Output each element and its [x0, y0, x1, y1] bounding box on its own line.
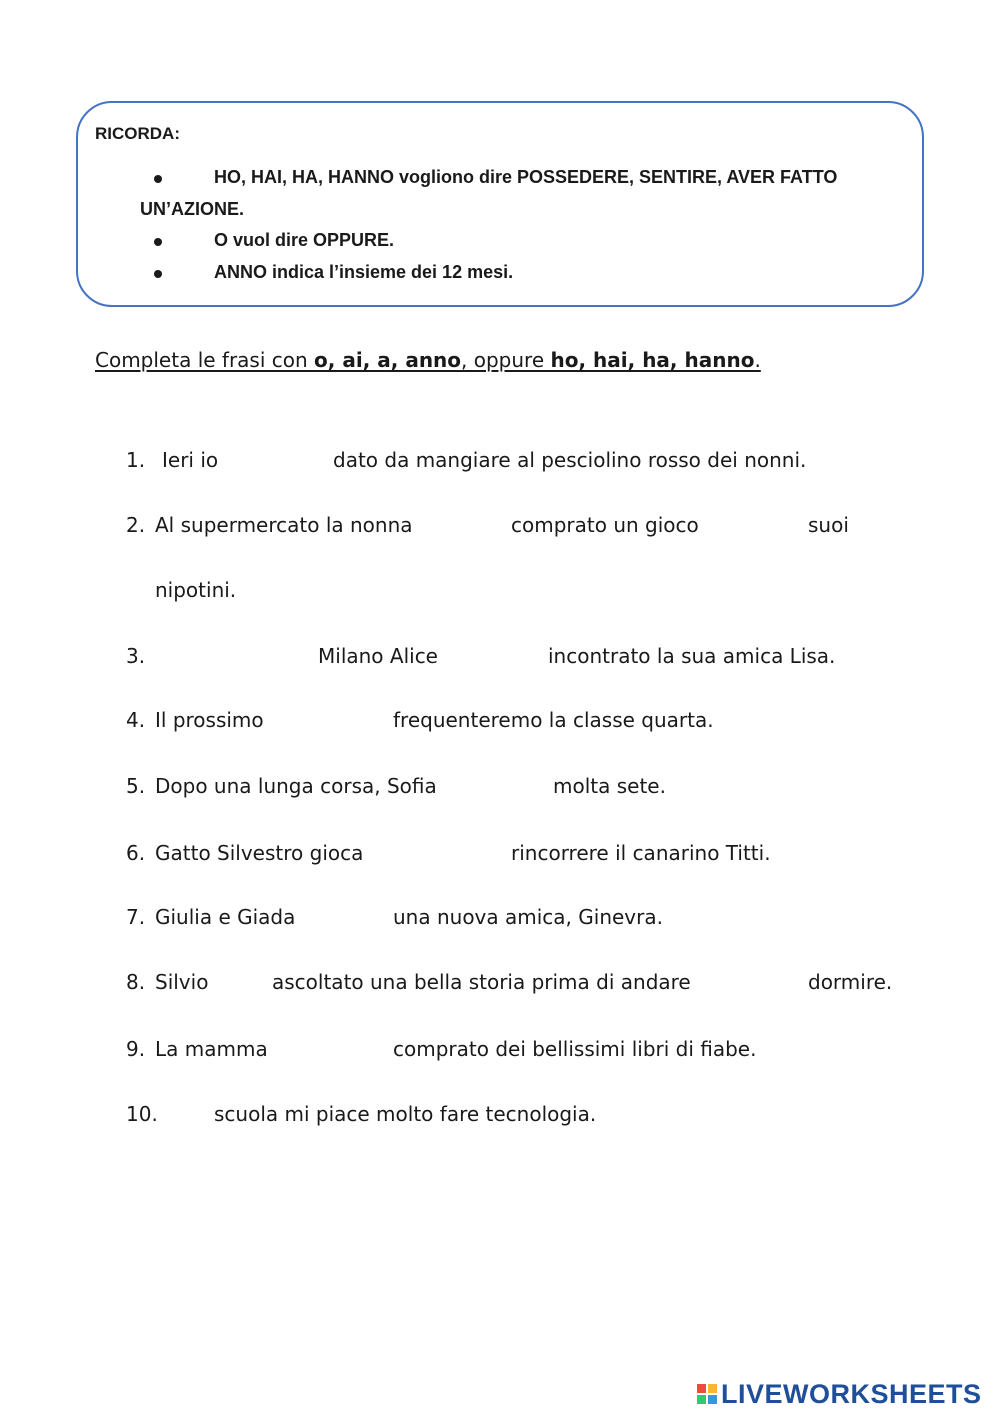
answer-blank[interactable]	[155, 642, 311, 672]
exercise-text: Giulia e Giada	[155, 905, 296, 929]
exercise-text: Silvio	[155, 970, 209, 994]
reminder-bullet-1-cont: UN’AZIONE.	[140, 199, 245, 219]
answer-blank[interactable]	[218, 968, 266, 998]
exercise-text: Gatto Silvestro gioca	[155, 841, 364, 865]
exercise-number: 4.	[126, 708, 146, 732]
exercise-text: dormire.	[808, 970, 893, 994]
logo-mark-icon	[697, 1384, 717, 1404]
exercise-number: 8.	[126, 970, 146, 994]
exercise-text: Milano Alice	[318, 644, 438, 668]
bullet-dot	[154, 175, 162, 183]
exercise-text: nipotini.	[155, 578, 237, 602]
exercise-number: 2.	[126, 513, 146, 537]
exercise-number: 7.	[126, 905, 146, 929]
exercise-number: 1.	[126, 448, 146, 472]
answer-blank[interactable]	[436, 511, 504, 541]
answer-blank[interactable]	[394, 839, 504, 869]
exercise-text: dato da mangiare al pesciolino rosso dei nonni.	[333, 448, 807, 472]
answer-blank[interactable]	[284, 706, 386, 736]
exercise-number: 3.	[126, 644, 146, 668]
exercise-text: Il prossimo	[155, 708, 264, 732]
exercise-text: una nuova amica, Ginevra.	[393, 905, 663, 929]
exercise-text: Al supermercato la nonna	[155, 513, 413, 537]
exercise-number: 6.	[126, 841, 146, 865]
answer-blank[interactable]	[272, 1035, 386, 1065]
exercise-text: rincorrere il canarino Titti.	[511, 841, 771, 865]
bullet-dot	[154, 238, 162, 246]
exercise-text: ascoltato una bella storia prima di andare	[272, 970, 691, 994]
exercise-text: comprato un gioco	[511, 513, 699, 537]
liveworksheets-logo	[697, 1377, 982, 1411]
exercise-text: La mamma	[155, 1037, 268, 1061]
exercise-text: Dopo una lunga corsa, Sofia	[155, 774, 437, 798]
exercise-text: suoi	[808, 513, 849, 537]
answer-blank[interactable]	[456, 642, 542, 672]
exercise-number: 10.	[126, 1102, 158, 1126]
answer-blank[interactable]	[712, 511, 802, 541]
exercise-text: comprato dei bellissimi libri di fiabe.	[393, 1037, 757, 1061]
reminder-bullet-1: HO, HAI, HA, HANNO vogliono dire POSSEDERE, SENTIRE, AVER FATTO	[214, 167, 838, 187]
answer-blank[interactable]	[238, 446, 326, 476]
exercise-text: frequenteremo la classe quarta.	[393, 708, 714, 732]
answer-blank[interactable]	[310, 903, 386, 933]
exercise-number: 5.	[126, 774, 146, 798]
reminder-bullet-2: O vuol dire OPPURE.	[214, 230, 395, 250]
exercise-text: molta sete.	[553, 774, 666, 798]
exercise-text: Ieri io	[162, 448, 219, 472]
instruction: Completa le frasi con o, ai, a, anno, oppure ho, hai, ha, hanno.	[95, 348, 761, 372]
answer-blank[interactable]	[460, 772, 546, 802]
bullet-dot	[154, 270, 162, 278]
reminder-bullet-3: ANNO indica l’insieme dei 12 mesi.	[214, 262, 514, 282]
answer-blank[interactable]	[162, 1100, 208, 1130]
reminder-title: RICORDA:	[95, 124, 180, 143]
exercise-text: incontrato la sua amica Lisa.	[548, 644, 836, 668]
logo-text: LIVEWORKSHEETS	[721, 1378, 982, 1409]
exercise-text: scuola mi piace molto fare tecnologia.	[214, 1102, 597, 1126]
answer-blank[interactable]	[730, 968, 802, 998]
exercise-number: 9.	[126, 1037, 146, 1061]
